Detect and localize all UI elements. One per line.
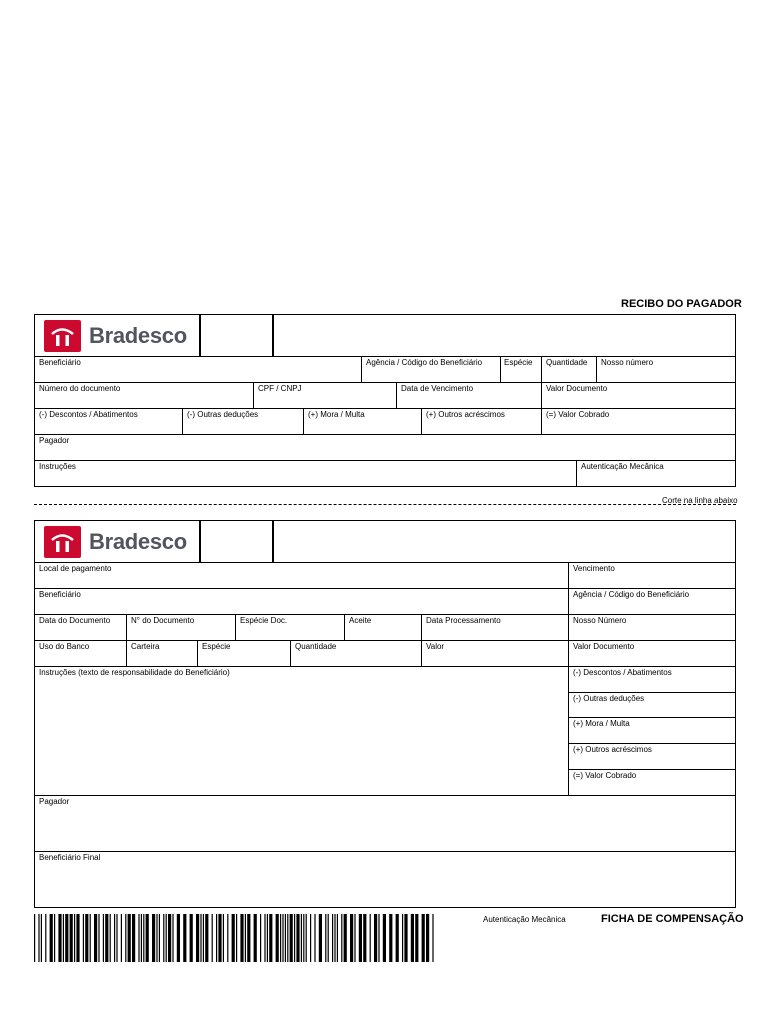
slip-carteira-label: Carteira <box>131 642 160 651</box>
slip-outros-acrescimos-label: (+) Outros acréscimos <box>573 745 652 754</box>
slip-pagador-label: Pagador <box>39 797 70 806</box>
receipt-outras-deducoes-label: (-) Outras deduções <box>187 410 259 419</box>
slip-valor-label: Valor <box>426 642 445 651</box>
slip-data-processamento-label: Data Processamento <box>426 616 501 625</box>
slip-numero-documento-label: N° do Documento <box>131 616 195 625</box>
receipt-especie-label: Espécie <box>504 358 533 367</box>
slip-aceite-label: Aceite <box>349 616 372 625</box>
slip-descontos-label: (-) Descontos / Abatimentos <box>573 668 672 677</box>
cut-line <box>34 504 736 505</box>
receipt-descontos-label: (-) Descontos / Abatimentos <box>39 410 138 419</box>
slip-mora-multa-label: (+) Mora / Multa <box>573 719 630 728</box>
bradesco-logo-icon <box>44 320 81 352</box>
receipt-pagador-label: Pagador <box>39 436 70 445</box>
slip-nosso-numero-label: Nosso Número <box>573 616 627 625</box>
receipt-mora-multa-label: (+) Mora / Multa <box>308 410 365 419</box>
slip-outras-deducoes-label: (-) Outras deduções <box>573 694 645 703</box>
receipt-bank-logo <box>44 320 187 352</box>
receipt-numero-documento-label: Número do documento <box>39 384 121 393</box>
slip-autenticacao-label: Autenticação Mecânica <box>483 915 566 924</box>
slip-quantidade-label: Quantidade <box>295 642 337 651</box>
slip-local-pagamento-label: Local de pagamento <box>39 564 112 573</box>
slip-uso-banco-label: Uso do Banco <box>39 642 90 651</box>
receipt-autenticacao-label: Autenticação Mecânica <box>581 462 664 471</box>
receipt-valor-cobrado-label: (=) Valor Cobrado <box>546 410 610 419</box>
slip-especie-doc-label: Espécie Doc. <box>240 616 288 625</box>
slip-vencimento-label: Vencimento <box>573 564 615 573</box>
bradesco-logo-icon <box>44 526 81 558</box>
receipt-cpf-cnpj-label: CPF / CNPJ <box>258 384 302 393</box>
slip-beneficiario-final-label: Beneficiário Final <box>39 853 101 862</box>
receipt-agencia-codigo-label: Agência / Código do Beneficiário <box>366 358 483 367</box>
slip-title: FICHA DE COMPENSAÇÃO <box>601 913 744 925</box>
receipt-title: RECIBO DO PAGADOR <box>621 298 742 310</box>
slip-bank-logo <box>44 526 187 558</box>
receipt-valor-documento-label: Valor Documento <box>546 384 608 393</box>
receipt-nosso-numero-label: Nosso número <box>601 358 654 367</box>
cut-line-text: Corte na linha abaixo <box>662 496 738 505</box>
receipt-data-vencimento-label: Data de Vencimento <box>401 384 474 393</box>
slip-agencia-codigo-label: Agência / Código do Beneficiário <box>573 590 690 599</box>
receipt-quantidade-label: Quantidade <box>546 358 588 367</box>
slip-especie-label: Espécie <box>202 642 231 651</box>
receipt-beneficiario-label: Beneficiário <box>39 358 81 367</box>
slip-valor-cobrado-label: (=) Valor Cobrado <box>573 771 637 780</box>
barcode-icon <box>34 914 436 962</box>
slip-frame <box>34 520 736 908</box>
receipt-instrucoes-label: Instruções <box>39 462 76 471</box>
slip-beneficiario-label: Beneficiário <box>39 590 81 599</box>
slip-valor-documento-label: Valor Documento <box>573 642 635 651</box>
receipt-bank-name: Bradesco <box>89 323 187 348</box>
slip-bank-name: Bradesco <box>89 529 187 554</box>
slip-data-documento-label: Data do Documento <box>39 616 111 625</box>
receipt-outros-acrescimos-label: (+) Outros acréscimos <box>426 410 505 419</box>
slip-instrucoes-label: Instruções (texto de responsabilidade do Beneficiário) <box>39 668 230 677</box>
